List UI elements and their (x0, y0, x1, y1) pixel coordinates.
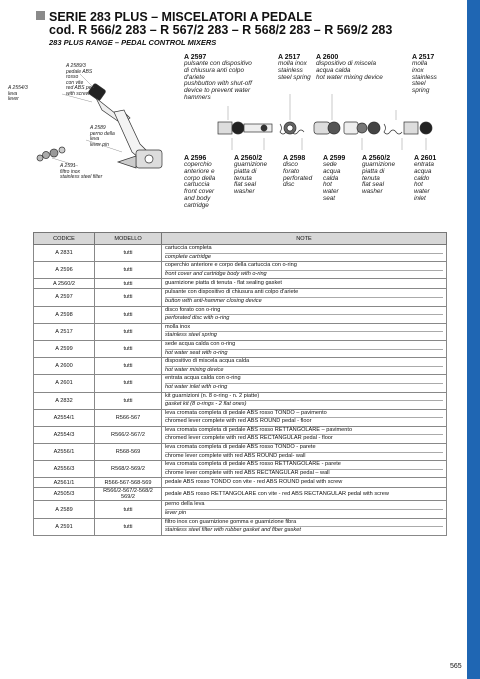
note-it: dispositivo di miscela acqua calda (165, 358, 443, 367)
note-it: filtro inox con guarnizione gomma e guarnizione fibra (165, 519, 443, 528)
cell-code: A 2598 (34, 306, 95, 323)
cell-note (162, 323, 447, 340)
cell-code: A2561/1 (34, 478, 95, 488)
part-desc: guarnizione piatta di tenuta flat seal washer (234, 161, 268, 196)
note-en: hot water seat with o-ring (165, 349, 228, 356)
note-it: coperchio anteriore e corpo della cartuccia con o-ring (165, 262, 443, 271)
page-side-bar (467, 0, 480, 679)
note-en: perforated disc with o-ring (165, 315, 230, 322)
cell-model: R566-567-568-569 (95, 478, 162, 488)
cell-model: tutti (95, 323, 162, 340)
cell-model: tutti (95, 340, 162, 357)
part-code: A 2600 (316, 54, 339, 61)
page-header (36, 11, 392, 47)
note-en: hot water mixing device (165, 366, 224, 373)
cell-model: R566/2-567/2-568/2 569/2 (95, 488, 162, 501)
note-it: molla inox (165, 324, 443, 333)
part-code: A 2517 (412, 54, 435, 61)
callout-lever-pin: A 2589 perno della leva lever pin (90, 125, 115, 148)
cell-code: A 2831 (34, 245, 95, 262)
cell-note (162, 501, 447, 518)
callout-lever: A 2554/3 leva lever (8, 85, 28, 103)
note-en: chromed lever complete with red ABS ROUND pedal - floor (165, 418, 312, 425)
part-desc: disco forato perforated disc (283, 161, 313, 189)
note-it: disco forato con o-ring (165, 307, 443, 316)
cell-model: R568-569 (95, 444, 162, 461)
cell-model: R568/2-569/2 (95, 461, 162, 478)
note-text: guarnizione piatta di tenuta - flat sealing gasket (165, 280, 282, 287)
cell-note (162, 426, 447, 443)
cell-model: tutti (95, 289, 162, 306)
note-en: gasket kit (8 o-rings - 2 flat ones) (165, 401, 247, 408)
cell-model: tutti (95, 375, 162, 392)
part-desc: guarnizione piatta di tenuta flat seal washer (362, 161, 396, 196)
note-en: chrome lever complete with red ABS ROUND pedal- wall (165, 452, 306, 459)
part-code: A 2598 (283, 155, 306, 162)
part-code: A 2560/2 (362, 155, 391, 162)
cell-code: A 2591 (34, 518, 95, 535)
table-row (34, 262, 447, 279)
cell-note (162, 478, 447, 488)
table-row (34, 375, 447, 392)
callout-filter: A 2591 filtro inox stainless steel filter (60, 163, 103, 181)
title-text-1: SERIE 283 PLUS – MISCELATORI A PEDALE (49, 10, 313, 24)
table-row (34, 289, 447, 306)
cell-note (162, 518, 447, 535)
table-row (34, 409, 447, 426)
cell-code: A 2600 (34, 358, 95, 375)
cell-note (162, 262, 447, 279)
cell-model: tutti (95, 279, 162, 289)
cell-model: tutti (95, 306, 162, 323)
title-line-2: cod. R 566/2 283 – R 567/2 283 – R 568/2 283 – R 569/2 283 (49, 23, 393, 37)
cell-model: tutti (95, 262, 162, 279)
cell-model: tutti (95, 501, 162, 518)
table-row (34, 444, 447, 461)
note-en: stainless steel spring (165, 332, 217, 339)
cell-note (162, 340, 447, 357)
note-it: leva cromata completa di pedale ABS rosso TONDO - parete (165, 444, 443, 453)
table-row (34, 358, 447, 375)
note-it: leva cromata completa di pedale ABS rosso RETTANGOLARE - parete (165, 461, 443, 470)
cell-code: A 2560/2 (34, 279, 95, 289)
part-desc: coperchio anteriore e corpo della cartuccia front cover and body cartridge (184, 161, 216, 209)
cell-note (162, 375, 447, 392)
cell-code: A 2597 (34, 289, 95, 306)
parts-table (33, 232, 447, 536)
note-it: kit guarnizioni (n. 8 o-ring - n. 2 piatte) (165, 393, 443, 402)
cell-note (162, 279, 447, 289)
cell-note (162, 306, 447, 323)
note-text: pedale ABS rosso RETTANGOLARE con vite - red ABS RECTANGULAR pedal with screw (165, 490, 389, 497)
part-desc: entrata acqua caldo hot water inlet (414, 161, 434, 202)
part-code: A 2599 (323, 155, 346, 162)
table-row (34, 340, 447, 357)
cell-model: R566-567 (95, 409, 162, 426)
cell-code: A 2517 (34, 323, 95, 340)
note-en: complete cartridge (165, 253, 212, 260)
cell-code: A2554/1 (34, 409, 95, 426)
cell-model: tutti (95, 518, 162, 535)
note-it: pulsante con dispositivo di chiusura anti colpo d'ariete (165, 289, 443, 298)
table-row (34, 518, 447, 535)
cell-note (162, 488, 447, 501)
part-desc: molla inox stainless steel spring (412, 60, 437, 95)
cell-code: A 2601 (34, 375, 95, 392)
table-row (34, 245, 447, 262)
page-number: 565 (450, 663, 462, 670)
cell-model: R566/2-567/2 (95, 426, 162, 443)
part-code: A 2517 (278, 54, 301, 61)
cell-code: A2556/1 (34, 444, 95, 461)
table-row (34, 488, 447, 501)
note-en: front cover and cartridge body with o-ring (165, 270, 267, 277)
bullet-square-icon (36, 11, 45, 20)
cell-note (162, 409, 447, 426)
cell-code: A 2589 (34, 501, 95, 518)
table-row (34, 306, 447, 323)
note-en: chromed lever complete with red ABS RECTANGULAR pedal - floor (165, 435, 333, 442)
note-it: entrata acqua calda con o-ring (165, 375, 443, 384)
cell-code: A2556/3 (34, 461, 95, 478)
part-desc: sede acqua calda hot water seat (323, 161, 341, 202)
cell-note (162, 392, 447, 409)
part-code: A 2560/2 (234, 155, 263, 162)
part-code: A 2601 (414, 155, 437, 162)
table-row (34, 392, 447, 409)
cell-note (162, 444, 447, 461)
cell-code: A 2596 (34, 262, 95, 279)
part-desc: dispositivo di miscela acqua calda hot water mixing device (316, 60, 383, 81)
callout-pedal: A 2589/3 pedale ABS rosso con vite red ABS pedal with screw (66, 63, 99, 97)
col-modello: MODELLO (95, 233, 162, 245)
note-it: cartuccia completa (165, 245, 443, 254)
col-codice: CODICE (34, 233, 95, 245)
table-row (34, 478, 447, 488)
col-note: NOTE (162, 233, 447, 245)
exploded-diagram (8, 54, 464, 226)
cell-code: A2505/3 (34, 488, 95, 501)
note-text: pedale ABS rosso TONDO con vite - red ABS ROUND pedal with screw (165, 479, 343, 486)
table-row (34, 461, 447, 478)
table-header-row (34, 233, 447, 245)
cell-note (162, 289, 447, 306)
note-en: hot water inlet with o-ring (165, 383, 228, 390)
table-row (34, 426, 447, 443)
part-code: A 2596 (184, 155, 207, 162)
note-en: chrome lever complete with red ABS RECTANGULAR pedal – wall (165, 469, 330, 476)
note-en: stainless steel filter with rubber gasket and fiber gasket (165, 527, 301, 534)
cell-model: tutti (95, 358, 162, 375)
part-code: A 2597 (184, 54, 207, 61)
note-en: button with anti-hammer closing device (165, 297, 262, 304)
cell-code: A2554/3 (34, 426, 95, 443)
note-it: leva cromata completa di pedale ABS rosso TONDO – pavimento (165, 410, 443, 419)
cell-code: A 2599 (34, 340, 95, 357)
cell-note (162, 358, 447, 375)
subtitle: 283 PLUS RANGE – PEDAL CONTROL MIXERS (49, 38, 217, 47)
cell-note (162, 245, 447, 262)
note-it: sede acqua calda con o-ring (165, 341, 443, 350)
cell-code: A 2832 (34, 392, 95, 409)
table-row (34, 323, 447, 340)
note-it: leva cromata completa di pedale ABS rosso RETTANGOLARE – pavimento (165, 427, 443, 436)
table-row (34, 279, 447, 289)
note-en: lever pin (165, 510, 187, 517)
table-row (34, 501, 447, 518)
cell-note (162, 461, 447, 478)
cell-model: tutti (95, 245, 162, 262)
part-desc: pulsante con dispositivo di chiusura anti colpo d'ariete pushbutton with shut-off device to prevent water hammers (184, 60, 252, 101)
part-desc: molla inox stainless steel spring (278, 60, 311, 81)
note-it: perno della leva (165, 501, 443, 510)
cell-model: tutti (95, 392, 162, 409)
